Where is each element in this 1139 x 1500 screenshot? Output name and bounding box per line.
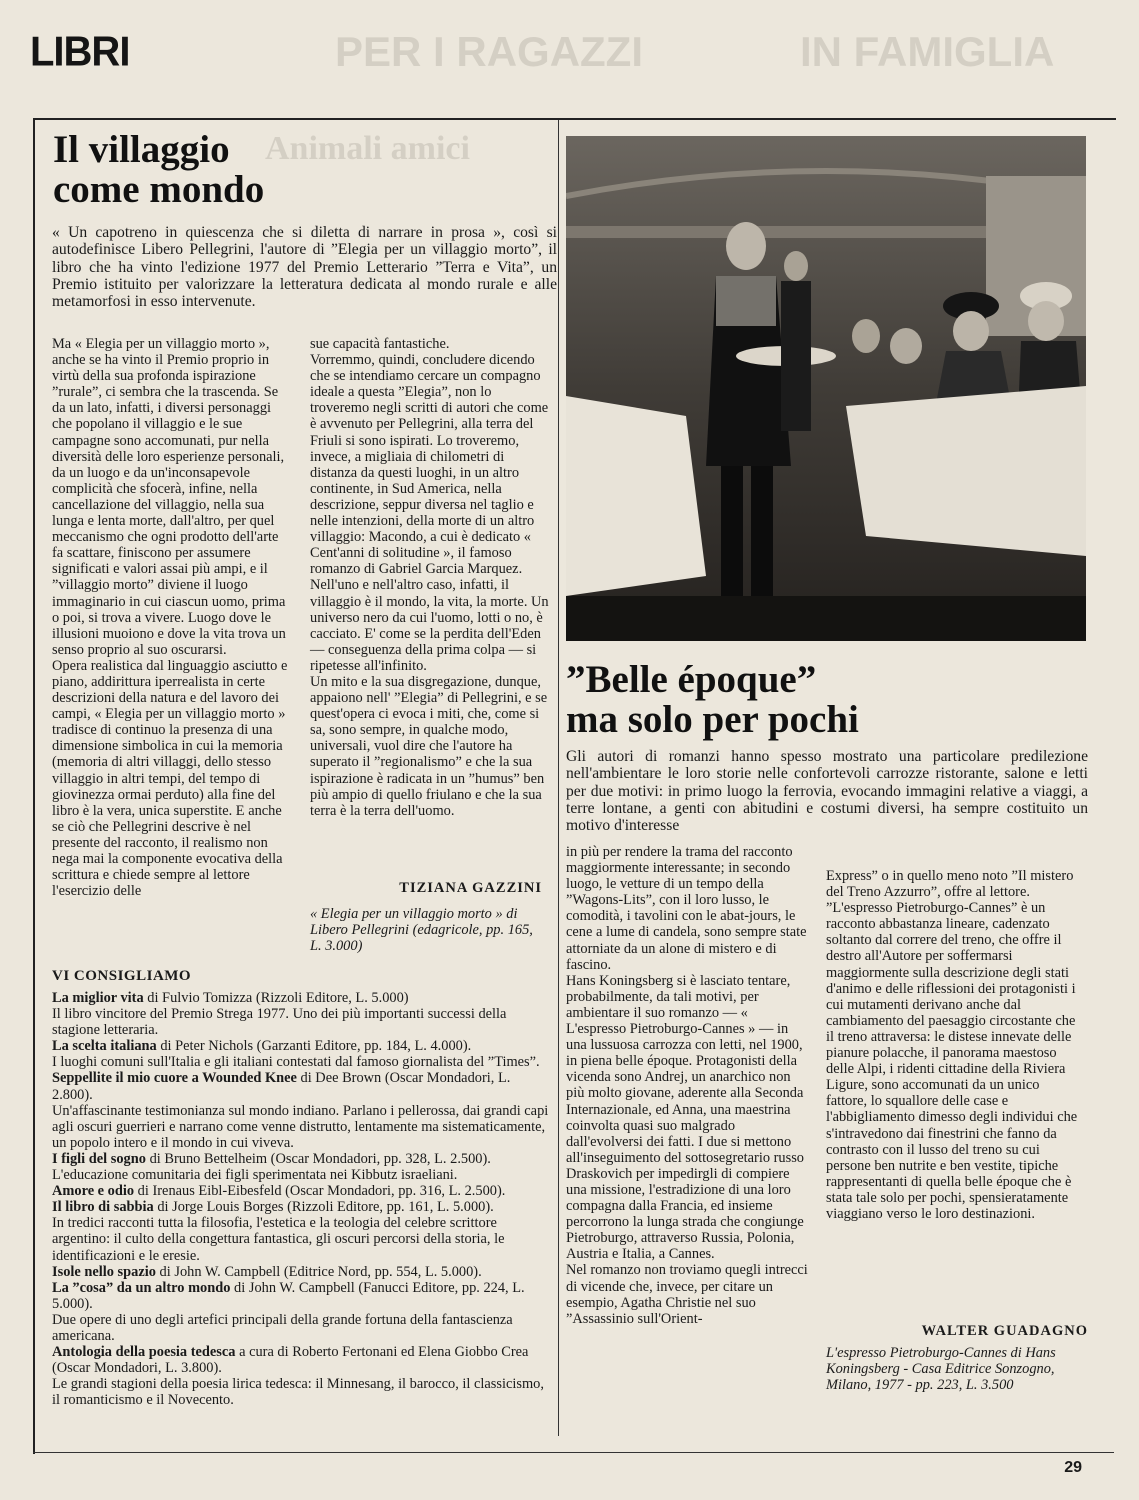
bleed-through-text-right: IN FAMIGLIA [800,28,1055,75]
recommendation-description: Il libro vincitore del Premio Strega 1977. Uno dei più importanti successi della stagione letteraria. [52,1006,507,1039]
article2-title-line2: ma solo per pochi [566,698,859,741]
recommendation-item [52,1280,552,1312]
article1-column1: Ma « Elegia per un villaggio morto », anche se ha vinto il Premio proprio in virtù della sua profonda ispirazione ”rurale”, ci sembra che la trascenda. Se da un lato, infatti, i diversi personaggi che popolano il villaggio e le sue campagne sono accomunati, pur nella diversità delle loro esperienze personali, da un luogo e da un'inconsapevole complicità che sfocerà, infine, nella cancellazione del villaggio, nella sua lunga e lenta morte, dall'altro, per quel meccanismo che ogni prodotto dell'arte fa scattare, finiscono per assumere significati e valori assai più ampi, e il ”villaggio morto” diviene il luogo immaginario in cui ciascun uomo, prima o poi, si trova a vivere. Luogo dove le illusioni muoiono e dove la vita trova un senso proprio al suo oscurarsi. Opera realistica dal linguaggio asciutto e piano, addirittura iperrealista in certe descrizioni della natura e del lavoro dei campi, « Elegia per un villaggio morto » tradisce di continuo la presenza di una dimensione simbolica in cui la memoria (memoria di altri villaggi, dello stesso villaggio in altri tempi, del tempo di giovinezza ormai perduto) alla fine del libro è la vera, unica superstite. E anche se ciò che Pellegrini descrive è nel presente del racconto, il realismo non nega mai la componente evocativa della scrittura e chiede sempre al lettore l'esercizio delle [52,336,288,900]
recommendation-details: a cura di Roberto Fertonani ed Elena Giobbo Crea (Oscar Mondadori, L. 3.800). [52,1344,529,1377]
recommendation-details: di Dee Brown (Oscar Mondadori, L. 2.800). [52,1070,511,1103]
page-number: 29 [1064,1459,1082,1476]
recommendation-details: di John W. Campbell (Editrice Nord, pp. 554, L. 5.000). [155,1263,482,1280]
recommendation-details: di Bruno Bettelheim (Oscar Mondadori, pp. 328, L. 2.500). [145,1150,491,1167]
recommendation-item [52,1183,552,1199]
recommendation-details: di Fulvio Tomizza (Rizzoli Editore, L. 5.000) [143,990,409,1006]
recommendation-item [52,1344,552,1376]
dining-car-photo-illustration [566,136,1086,641]
recommendation-title: La scelta italiana [52,1038,157,1055]
recommendation-title: Il libro di sabbia [52,1199,154,1216]
article2-title-line1: ”Belle époque” [566,658,817,701]
recommendation-item [52,1264,552,1280]
article2-lead: Gli autori di romanzi hanno spesso mostrato una particolare predilezione nell'ambientare le loro storie nelle confortevoli carrozze ristorante, salone e letti per due motivi: in primo luogo la ferrovia, evocando immagini relative a viaggi, a terre lontane, a genti con abitudini e costumi diversi, ha sempre costituito un motivo d'interesse [566,748,1088,835]
article1-signature: TIZIANA GAZZINI [399,880,542,896]
article1-column2: sue capacità fantastiche. Vorremmo, quindi, concludere dicendo che se intendiamo cercare un compagno ideale a questa ”Elegia”, non lo troveremo negli scritti di autori che come è avvenuto per Pellegrini, alla terra del Friuli si sono ispirati. Lo troveremo, invece, a migliaia di chilometri di distanza da questi luoghi, in un altro continente, in Sud America, nella descrizione, seppur diversa nel taglio e nelle intenzioni, della morte di un altro villaggio: Macondo, a cui è dedicato « Cent'anni di solitudine », il famoso romanzo di Gabriel Garcia Marquez. Nell'uno e nell'altro caso, infatti, il villaggio è il mondo, la vita, la morte. Un universo nero da cui l'uomo, lotti o no, è cacciato. E' come se la perdita dell'Eden — conseguenza della prima colpa — si ripetesse all'infinito. Un mito e la sua disgregazione, dunque, appaiono nell' ”Elegia” di Pellegrini, e se quest'opera ci evoca i miti, che, come si sa, sono sempre, in qualche modo, universali, vuol dire che l'autore ha superato il ”regionalismo” e che la sua ispirazione è radicata in un ”humus” ben più ampio di quello friulano e che la sua terra è la terra dell'uomo. [310,336,549,819]
recommendation-details: di Peter Nichols (Garzanti Editore, pp. 184, L. 4.000). [156,1038,472,1055]
recommendations-list [52,990,552,1408]
article1-title [53,130,543,210]
recommendation-description: Un'affascinante testimonianza sul mondo indiano. Parlano i pellerossa, dai grandi capi agli oscuri guerrieri e narrano come venne distrutto, lentamente ma sistematicamente, un popolo intero e il mondo in cui viveva. [52,1102,549,1151]
column-divider [558,120,559,1436]
recommendation-description: Le grandi stagioni della poesia lirica tedesca: il Minnesang, il barocco, il classicismo, il romanticismo e il Novecento. [52,1376,544,1409]
recommendation-details: di John W. Campbell (Fanucci Editore, pp. 224, L. 5.000). [52,1279,525,1312]
bleed-through-subtitle: Animali amici [265,130,470,167]
recommendation-details: di Irenaus Eibl-Eibesfeld (Oscar Mondadori, pp. 316, L. 2.500). [134,1183,506,1200]
recommendation-description: In tredici racconti tutta la filosofia, l'estetica e la teologia del celebre scrittore argentino: il culto della congettura fantastica, gli oscuri percorsi della storia, le identificazioni e le eresie. [52,1215,505,1264]
article2-column2: Express” o in quello meno noto ”Il mistero del Treno Azzurro”, offre al lettore. ”L'espresso Pietroburgo-Cannes” è un racconto abbastanza lineare, cadenzato soltanto dal correre del treno, che offre il destro all'Autore per soffermarsi maggiormente sulla descrizione degli stati d'animo e delle riflessioni dei protagonisti i cui mutamenti derivano anche dal cambiamento del paesaggio circostante che il treno attraversa: le distese innevate delle pianure polacche, il panorama maestoso delle Alpi, i ridenti cittadine della Riviera Ligure, sono accomunati da un unico fattore, lo squallore delle case e l'abbigliamento dimesso degli individui che s'intravedono dai finestrini che fanno da contrasto con il lusso del treno su cui persone ben nutrite e ben vestite, tipiche rappresentanti di quella belle époque che è stata tale solo per pochi, spensieratamente viaggiano verso le loro destinazioni. [826,868,1078,1222]
recommendation-details: di Jorge Louis Borges (Rizzoli Editore, pp. 161, L. 5.000). [153,1199,494,1216]
recommendation-description: I luoghi comuni sull'Italia e gli italiani contestati dal famoso giornalista del ”Times”. [52,1054,540,1071]
recommendation-title: Amore e odio [52,1183,135,1200]
recommendation-title: Seppellite il mio cuore a Wounded Knee [52,1070,297,1087]
article1-lead: « Un capotreno in quiescenza che si diletta di narrare in prosa », così si autodefinisce Libero Pellegrini, l'autore di ”Elegia per un villaggio morto”, il libro che ha vinto l'edizione 1977 del Premio Letterario ”Terra e Vita”, un Premio istituito per valorizzare la letteratura dedicata al mondo rurale e alle metamorfosi in esso intervenute. [52,224,557,311]
recommendation-title: La miglior vita [52,990,144,1006]
article2-citation: L'espresso Pietroburgo-Cannes di Hans Koningsberg - Casa Editrice Sonzogno, Milano, 1977 - pp. 223, L. 3.500 [826,1345,1056,1393]
bleed-through-text: PER I RAGAZZI [335,28,644,75]
recommendation-item [52,1070,552,1102]
recommendations-heading: VI CONSIGLIAMO [52,968,192,984]
bottom-rule [33,1452,1114,1453]
recommendation-title: I figli del sogno [52,1150,146,1167]
recommendation-item [52,990,552,1006]
article2-column1: in più per rendere la trama del racconto maggiormente interessante; in secondo luogo, le vetture di un tempo della ”Wagons-Lits”, con il loro lusso, le comodità, i tavolini con le abat-jours, le cene a lume di candela, sono sempre state attorniate da un alone di mistero e di fascino. Hans Koningsberg si è lasciato tentare, probabilmente, da tali motivi, per ambientare il suo romanzo — « L'espresso Pietroburgo-Cannes » — in una lussuosa carrozza con letti, nel 1900, in piena belle époque. Protagonisti della vicenda sono Andrej, un anarchico non più molto giovane, aderente alla Seconda Internazionale, ed Anna, una maestrina coinvolta quasi suo malgrado dall'evolversi dei fatti. I due si mettono all'inseguimento del sottosegretario russo Draskovich per impedirgli di compiere una missione, l'estradizione di una loro compagna dalla Francia, ed insieme percorrono la lunga strada che congiunge Pietroburgo, attraverso Russia, Polonia, Austria e Italia, a Cannes. Nel romanzo non troviamo quegli intrecci di vicende che, invece, per citare un esempio, Agatha Christie nel suo ”Assassinio sull'Orient- [566,844,808,1327]
recommendation-description: Due opere di uno degli artefici principali della grande fortuna della fantascienza americana. [52,1311,513,1344]
recommendation-item [52,1038,552,1054]
recommendation-title: Antologia della poesia tedesca [52,1344,236,1361]
dining-car-photo [566,136,1086,641]
article1-title-line1: Il villaggio [53,128,230,171]
recommendation-description: L'educazione comunitaria dei figli sperimentata nei Kibbutz israeliani. [52,1167,458,1184]
article1-title-line2: come mondo [53,168,265,211]
recommendation-item [52,1199,552,1215]
article2-signature: WALTER GUADAGNO [921,1323,1088,1339]
section-label: LIBRI [30,28,130,76]
article1-citation: « Elegia per un villaggio morto » di Libero Pellegrini (edagricole, pp. 165, L. 3.000) [310,906,533,954]
article2-title [566,660,1086,740]
recommendation-title: La ”cosa” da un altro mondo [52,1279,231,1296]
recommendation-item [52,1151,552,1167]
recommendation-title: Isole nello spazio [52,1263,156,1280]
